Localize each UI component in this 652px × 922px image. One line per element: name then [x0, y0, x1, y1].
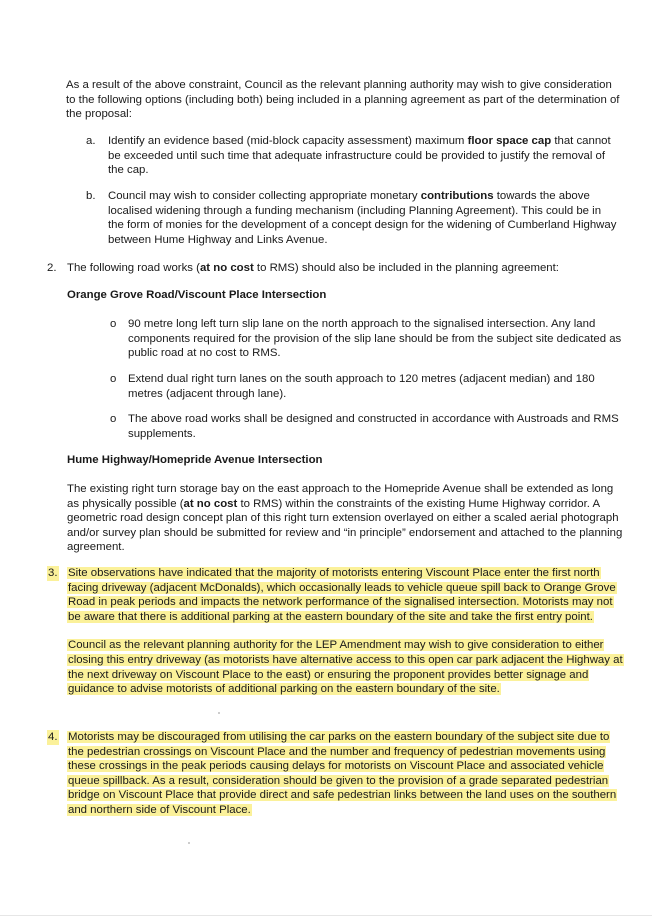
section-2-paragraph [67, 482, 623, 555]
item-4 [47, 730, 623, 818]
highlighted-text: Site observations have indicated that the majority of motorists entering Viscount Place enter the first north facing driveway (adjacent McDonalds), which occasionally leads to vehicle queue spill back to Orange Grove Road in peak periods and impacts the network performance of the signalised intersection. Motorists may not be aware that there is additional parking at the eastern boundary of the site and take the first entry point. [68, 567, 616, 623]
bullet-text: 90 metre long left turn slip lane on the north approach to the signalised intersection. Any land components required for the provision of the slip lane should be from the subject site dedicated as public road at no cost to RMS. [128, 318, 622, 360]
highlighted-text: Motorists may be discouraged from utilising the car parks on the eastern boundary of the subject site due to the pedestrian crossings on Viscount Place and the number and frequency of pedestrian movements using these crossings in the peak periods causing delays for motorists on Viscount Place and associated vehicle queue spillback. As a result, consideration should be given to the provision of a grade separated pedestrian bridge on Viscount Place that provide direct and safe pedestrian links between the land uses on the southern and northern side of Viscount Place. [68, 731, 617, 816]
scan-edge-line [0, 915, 652, 916]
option-a-text: Identify an evidence based (mid-block capacity assessment) maximum floor space cap that cannot be exceeded until such time that adequate infrastructure could be provided to justify the removal of the cap. [108, 135, 611, 177]
item-3-marker: 3. [48, 567, 58, 579]
bullet-marker: o [110, 318, 117, 330]
bullet-marker: o [110, 413, 117, 425]
bullet-item [110, 317, 622, 361]
highlighted-text: Council as the relevant planning authority for the LEP Amendment may wish to give consideration to either closing this entry driveway (as motorists have alternative access to this open car park adjacent the Highway at the next driveway on Viscount Place to the east) or ensuring the proponent provides better signage and guidance to advise motorists of additional parking on the eastern boundary of the site. [68, 639, 623, 696]
option-a [86, 134, 620, 178]
bullet-text: Extend dual right turn lanes on the south approach to 120 metres (adjacent median) and 180 metres (adjacent through lane). [128, 373, 595, 400]
contributions-emphasis: contributions [420, 190, 494, 202]
item-3-paragraph-2 [67, 638, 623, 696]
scan-speck [218, 712, 220, 714]
at-no-cost-emphasis-2: at no cost [183, 497, 238, 510]
at-no-cost-emphasis: at no cost [199, 262, 254, 274]
item-4-marker: 4. [48, 731, 58, 743]
bullet-item [110, 372, 622, 401]
option-b-marker: b. [86, 190, 96, 202]
floor-space-cap-emphasis: floor space cap [467, 135, 552, 147]
section-2-text: The existing right turn storage bay on the east approach to the Homepride Avenue shall be extended as long as physically possible (at no cost to RMS) within the constraints of the existing Hume Highway corridor. A geometric road design concept plan of this right turn extension overlayed on either a scaled aerial photograph and/or survey plan should be submitted for review and “in principle” endorsement and attached to the planning agreement. [67, 483, 623, 554]
intro-paragraph [66, 78, 622, 122]
option-b-text: Council may wish to consider collecting appropriate monetary contributions towards the above localised widening through a funding mechanism (including Planning Agreement). This could be in the form of monies for the development of a concept design for the widening of Cumberland Highway between Hume Highway and Links Avenue. [108, 190, 617, 246]
bullet-item [110, 412, 622, 441]
option-b [86, 189, 620, 247]
section-heading-hume-highway: Hume Highway/Homepride Avenue Intersection [67, 454, 323, 466]
bullet-marker: o [110, 373, 117, 385]
intro-text: As a result of the above constraint, Council as the relevant planning authority may wish to give consideration to the following options (including both) being included in a planning agreement as part of the determination of the proposal: [66, 79, 620, 121]
item-2 [47, 261, 622, 276]
item-3-paragraph-1 [67, 566, 623, 624]
item-4-paragraph [67, 730, 623, 818]
item-3 [47, 566, 623, 697]
option-a-marker: a. [86, 135, 96, 147]
section-heading-orange-grove: Orange Grove Road/Viscount Place Intersection [67, 289, 327, 301]
item-2-marker: 2. [47, 262, 57, 274]
scan-speck [188, 842, 190, 844]
item-2-text: The following road works (at no cost to RMS) should also be included in the planning agreement: [67, 262, 559, 274]
bullet-text: The above road works shall be designed and constructed in accordance with Austroads and RMS supplements. [128, 413, 619, 440]
